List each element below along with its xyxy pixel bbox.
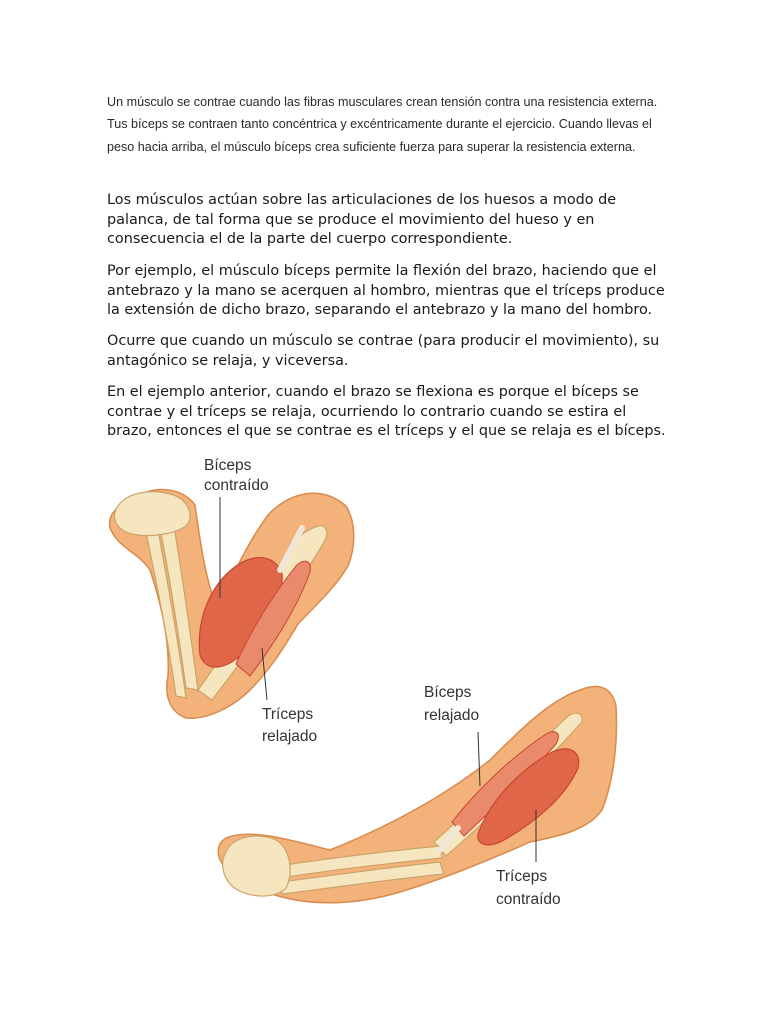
body-paragraph-2: Por ejemplo, el músculo bíceps permite la flexión del brazo, haciendo que el antebrazo y la mano se acerquen al hombro, mientras que el tríceps produce la extensión de dicho brazo, separando el antebrazo y la mano del hombro. bbox=[107, 263, 665, 318]
flexed-biceps-label-2: contraído bbox=[204, 477, 269, 494]
flexed-triceps-label-1: Tríceps bbox=[262, 706, 314, 723]
extended-hand-bones bbox=[223, 836, 290, 896]
extended-triceps-label-2: contraído bbox=[496, 891, 561, 908]
extended-triceps-label-1: Tríceps bbox=[496, 868, 548, 885]
extended-biceps-label-1: Bíceps bbox=[424, 684, 472, 701]
body-paragraph-3: Ocurre que cuando un músculo se contrae (para producir el movimiento), su antagónico se relaja, y viceversa. bbox=[107, 333, 660, 369]
extended-biceps-label-2: relajado bbox=[424, 707, 480, 724]
body-paragraph-4: En el ejemplo anterior, cuando el brazo se flexiona es porque el bíceps se contrae y el tríceps se relaja, ocurriendo lo contrario cuando se estira el brazo, entonces el que se contrae es el tríceps y el que se relaja es el bíceps. bbox=[107, 384, 666, 439]
body-paragraph-1: Los músculos actúan sobre las articulaciones de los huesos a modo de palanca, de tal forma que se produce el movimiento del hueso y en consecuencia el de la parte del cuerpo correspondiente. bbox=[107, 192, 617, 247]
flexed-biceps-label-1: Bíceps bbox=[204, 457, 252, 474]
flexed-arm-illustration bbox=[110, 457, 354, 745]
intro-paragraph: Un músculo se contrae cuando las fibras musculares crean tensión contra una resistencia externa. Tus bíceps se contraen tanto concéntrica y excéntricamente durante el ejercicio. Cuando llevas el peso hacia arriba, el músculo bíceps crea suficiente fuerza para superar la resistencia externa. bbox=[107, 95, 658, 154]
flexed-triceps-label-2: relajado bbox=[262, 728, 318, 745]
flexed-hand-bones bbox=[114, 492, 190, 536]
